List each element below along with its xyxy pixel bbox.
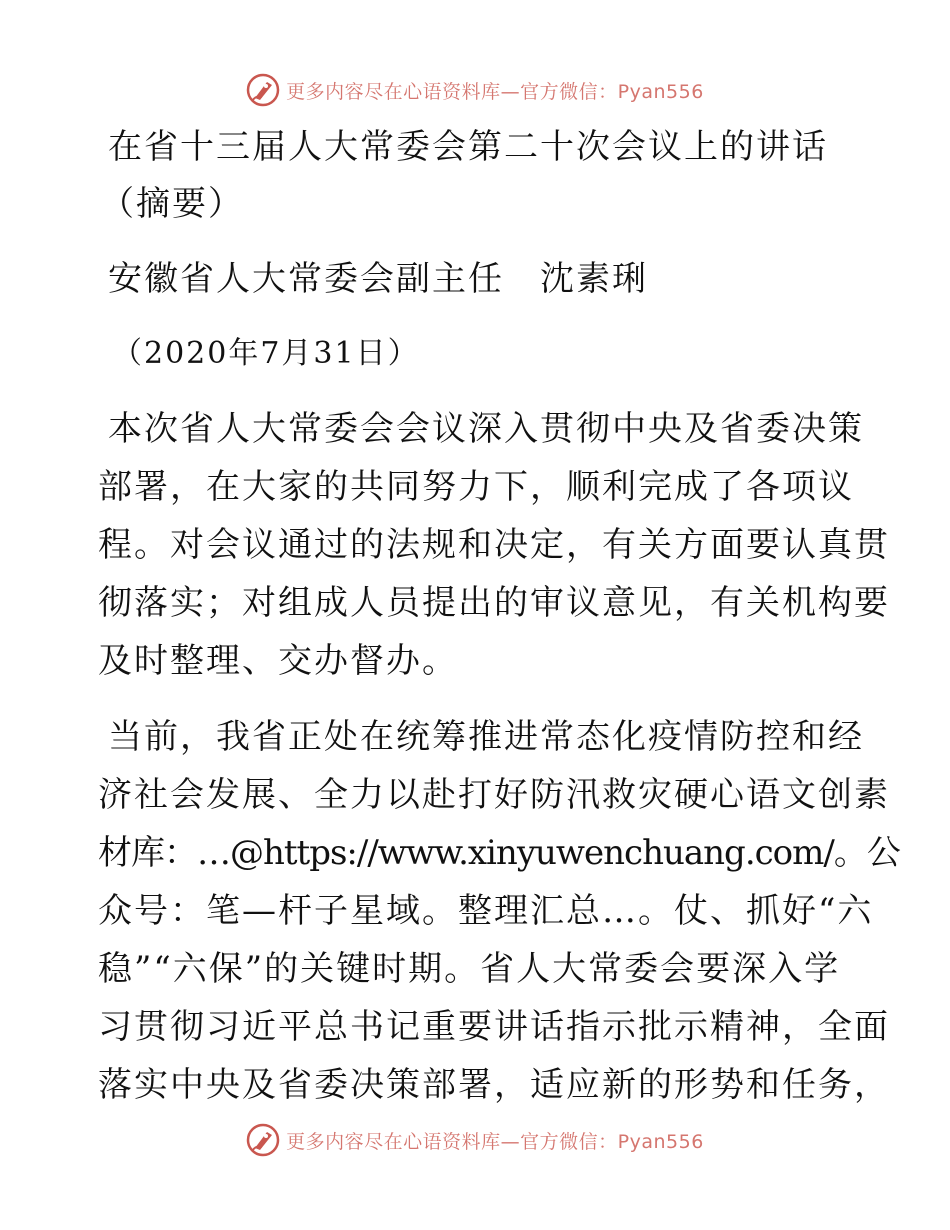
title-line: （摘要） [100,184,244,224]
paragraph-line: 程。对会议通过的法规和决定，有关方面要认真贯 [98,525,890,565]
paragraph-line: 落实中央及省委决策部署，适应新的形势和任务， [98,1065,890,1105]
pen-nib-icon [246,73,280,107]
paragraph-line: 济社会发展、全力以赴打好防汛救灾硬心语文创素 [98,775,890,815]
pen-nib-icon [246,1123,280,1157]
title-line: 在省十三届人大常委会第二十次会议上的讲话 [108,127,828,167]
watermark-banner-top [0,70,950,110]
paragraph-line: 习贯彻习近平总书记重要讲话指示批示精神，全面 [98,1007,890,1047]
author-line: 安徽省人大常委会副主任 沈素琍 [108,259,648,299]
paragraph-line: 及时整理、交办督办。 [98,641,458,681]
paragraph-line: 彻落实；对组成人员提出的审议意见，有关机构要 [98,583,890,623]
paragraph-line: 当前，我省正处在统筹推进常态化疫情防控和经 [108,717,864,757]
watermark-text: 更多内容尽在心语资料库—官方微信：Pyan556 [286,80,704,103]
paragraph-line: 部署，在大家的共同努力下，顺利完成了各项议 [98,467,854,507]
paragraph-line: 众号：笔—杆子星域。整理汇总…。仗、抓好“六 [98,891,874,931]
paragraph-line: 稳”“六保”的关键时期。省人大常委会要深入学 [98,949,841,989]
watermark-banner-bottom [0,1120,950,1160]
paragraph-line: 材库：…@https://www.xinyuwenchuang.com/。公 [98,833,900,873]
date-line: （2020年7月31日） [112,336,420,371]
paragraph-line: 本次省人大常委会会议深入贯彻中央及省委决策 [108,409,864,449]
watermark-text: 更多内容尽在心语资料库—官方微信：Pyan556 [286,1130,704,1153]
